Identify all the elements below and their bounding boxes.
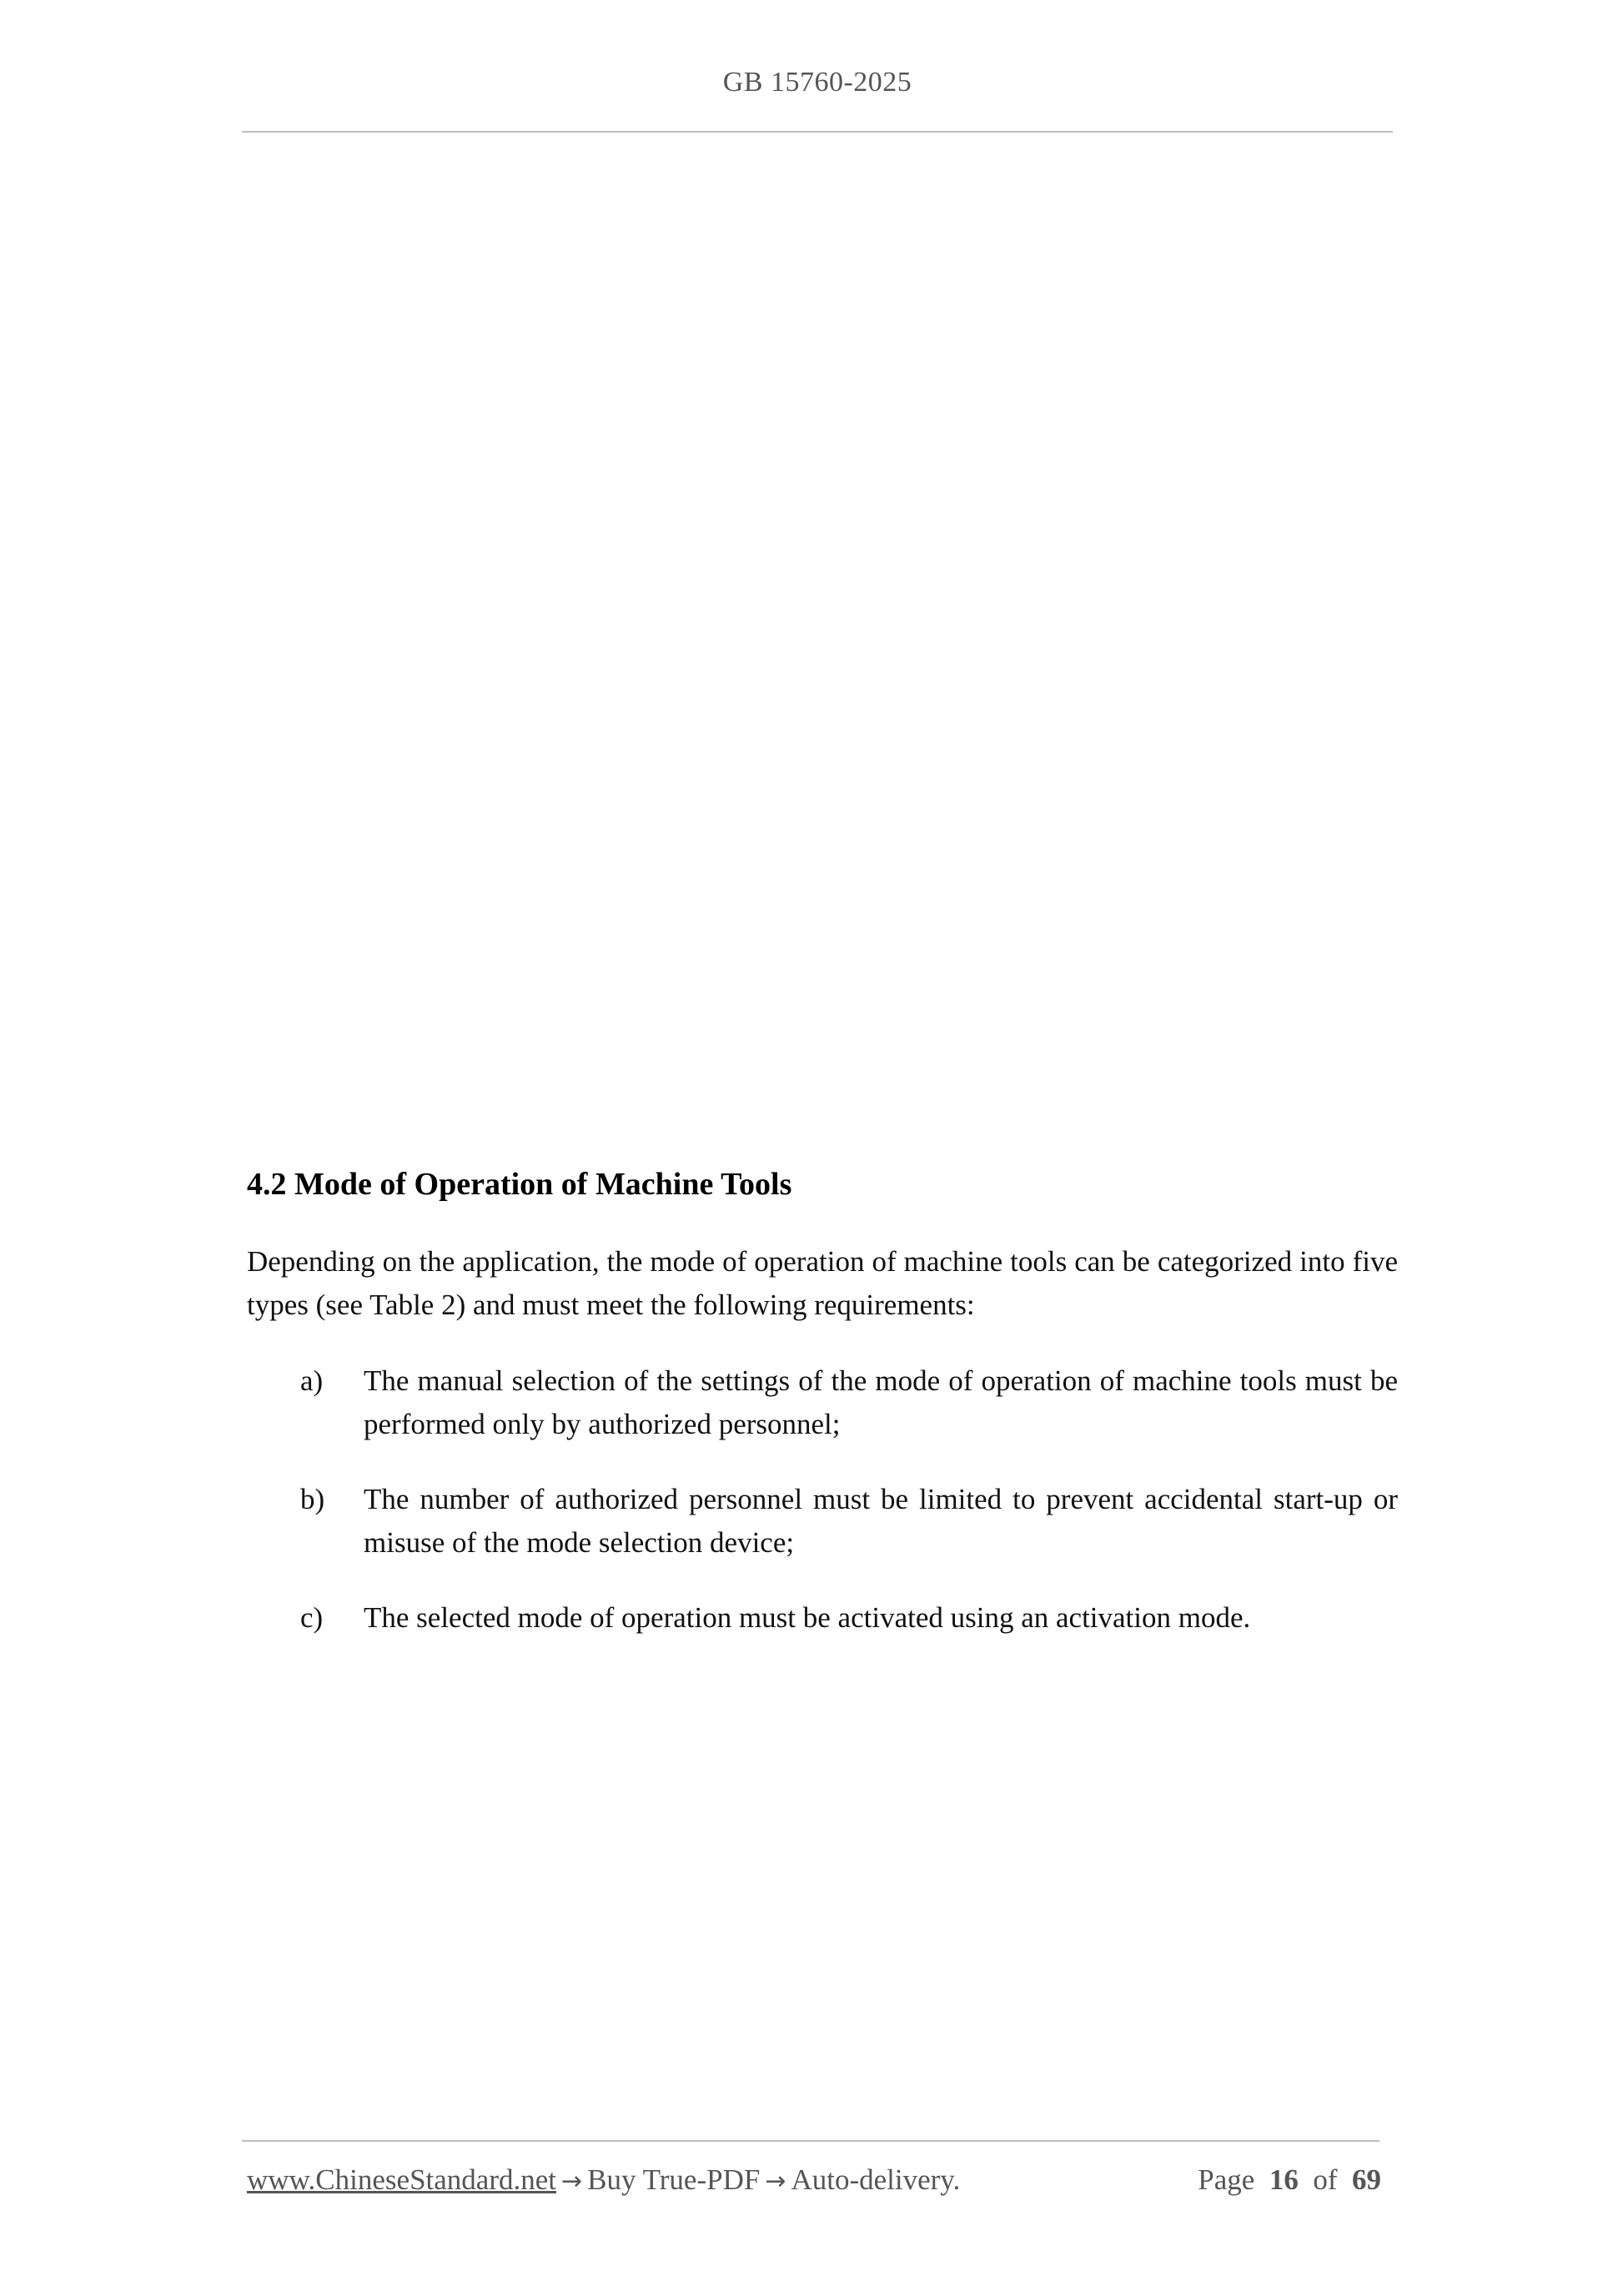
page-footer bbox=[247, 2163, 1381, 2197]
running-header: GB 15760-2025 bbox=[722, 67, 912, 98]
list-item bbox=[300, 1596, 1398, 1640]
site-link[interactable]: www.ChineseStandard.net bbox=[247, 2163, 556, 2196]
delivery-text: Auto-delivery. bbox=[791, 2163, 961, 2196]
page-label: Page bbox=[1198, 2163, 1255, 2196]
list-item-text: The number of authorized personnel must be limited to prevent accidental start-up or misuse of the mode selection device; bbox=[364, 1483, 1398, 1559]
page-of: of bbox=[1313, 2163, 1338, 2196]
list-item bbox=[300, 1478, 1398, 1565]
arrow-right-icon: → bbox=[765, 2167, 786, 2196]
section-heading: 4.2 Mode of Operation of Machine Tools bbox=[247, 1167, 792, 1202]
list-item-text: The selected mode of operation must be activated using an activation mode. bbox=[364, 1601, 1251, 1634]
list-marker: c) bbox=[300, 1601, 324, 1634]
arrow-right-icon: → bbox=[561, 2167, 583, 2196]
page-current: 16 bbox=[1269, 2163, 1299, 2196]
list-item-text: The manual selection of the settings of the mode of operation of machine tools must be performed only by authorized personnel; bbox=[364, 1364, 1398, 1440]
list-marker: b) bbox=[300, 1483, 325, 1515]
intro-paragraph: Depending on the application, the mode of operation of machine tools can be categorized into five types (see Table 2) and must meet the following requirements: bbox=[247, 1245, 1398, 1321]
requirements-list bbox=[300, 1359, 1398, 1671]
list-item bbox=[300, 1359, 1398, 1446]
page-total: 69 bbox=[1352, 2163, 1381, 2196]
header-divider bbox=[242, 131, 1393, 133]
buy-text: Buy True-PDF bbox=[587, 2163, 761, 2196]
footer-divider bbox=[242, 2140, 1379, 2142]
footer-left bbox=[247, 2163, 960, 2197]
page-counter bbox=[1198, 2163, 1381, 2197]
list-marker: a) bbox=[300, 1364, 324, 1397]
